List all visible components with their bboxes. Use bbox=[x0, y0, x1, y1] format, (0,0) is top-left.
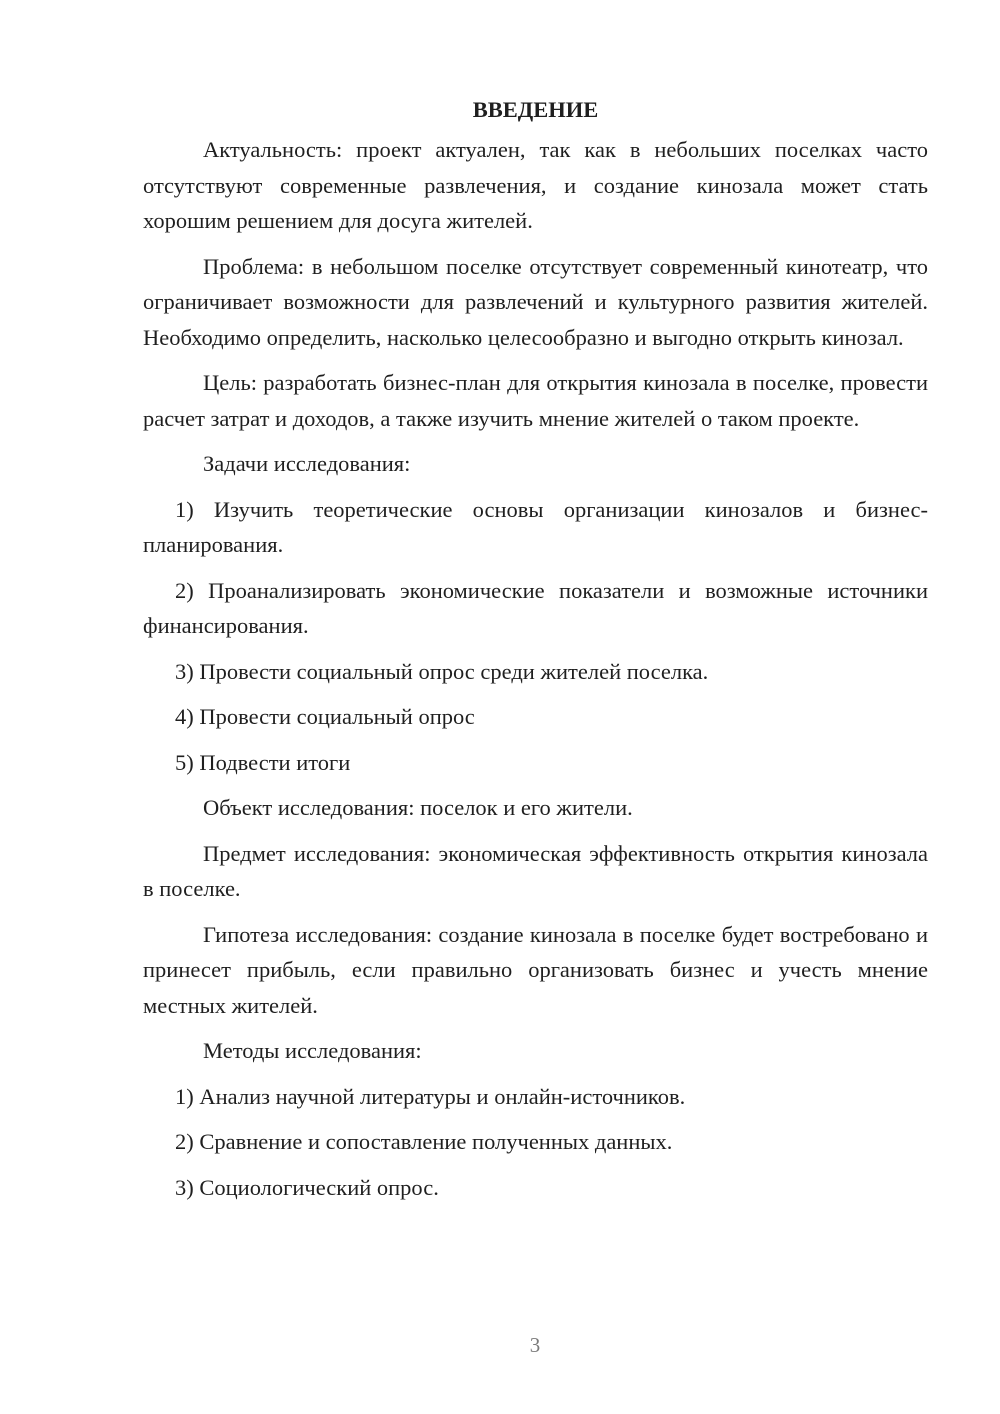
method-item-1: 1) Анализ научной литературы и онлайн-источников. bbox=[175, 1083, 686, 1109]
section-heading: ВВЕДЕНИЕ bbox=[472, 97, 599, 122]
goal-paragraph: Цель: разработать бизнес-план для открытия кинозала в поселке, провести расчет затрат и доходов, а также изучить мнение жителей о таком проекте. bbox=[143, 370, 928, 431]
tasks-title: Задачи исследования: bbox=[203, 451, 411, 476]
page-content bbox=[143, 92, 928, 1215]
task-item-4: 4) Провести социальный опрос bbox=[175, 704, 475, 729]
hypothesis-paragraph: Гипотеза исследования: создание кинозала в поселке будет востребовано и принесет прибыль, если правильно организовать бизнес и учесть мнение местных жителей. bbox=[143, 921, 928, 1018]
relevance-paragraph: Актуальность: проект актуален, так как в небольших поселках часто отсутствуют современные развлечения, и создание кинозала может стать хорошим решением для досуга жителей. bbox=[143, 137, 928, 233]
object-paragraph: Объект исследования: поселок и его жители. bbox=[203, 795, 633, 820]
task-item-3: 3) Провести социальный опрос среди жителей поселка. bbox=[175, 658, 709, 684]
subject-paragraph: Предмет исследования: экономическая эффективность открытия кинозала в поселке. bbox=[143, 840, 928, 901]
task-item-5: 5) Подвести итоги bbox=[175, 749, 351, 775]
page-number: 3 bbox=[529, 1333, 541, 1357]
task-item-2: 2) Проанализировать экономические показатели и возможные источники финансирования. bbox=[143, 577, 928, 638]
methods-title: Методы исследования: bbox=[203, 1038, 422, 1063]
task-item-1: 1) Изучить теоретические основы организации кинозалов и бизнес-планирования. bbox=[143, 496, 928, 557]
method-item-3: 3) Социологический опрос. bbox=[175, 1174, 439, 1200]
problem-paragraph: Проблема: в небольшом поселке отсутствует современный кинотеатр, что ограничивает возможности для развлечений и культурного развития жителей. Необходимо определить, насколько целесообразно и выгодно открыть кинозал. bbox=[143, 253, 928, 350]
method-item-2: 2) Сравнение и сопоставление полученных данных. bbox=[175, 1129, 673, 1154]
